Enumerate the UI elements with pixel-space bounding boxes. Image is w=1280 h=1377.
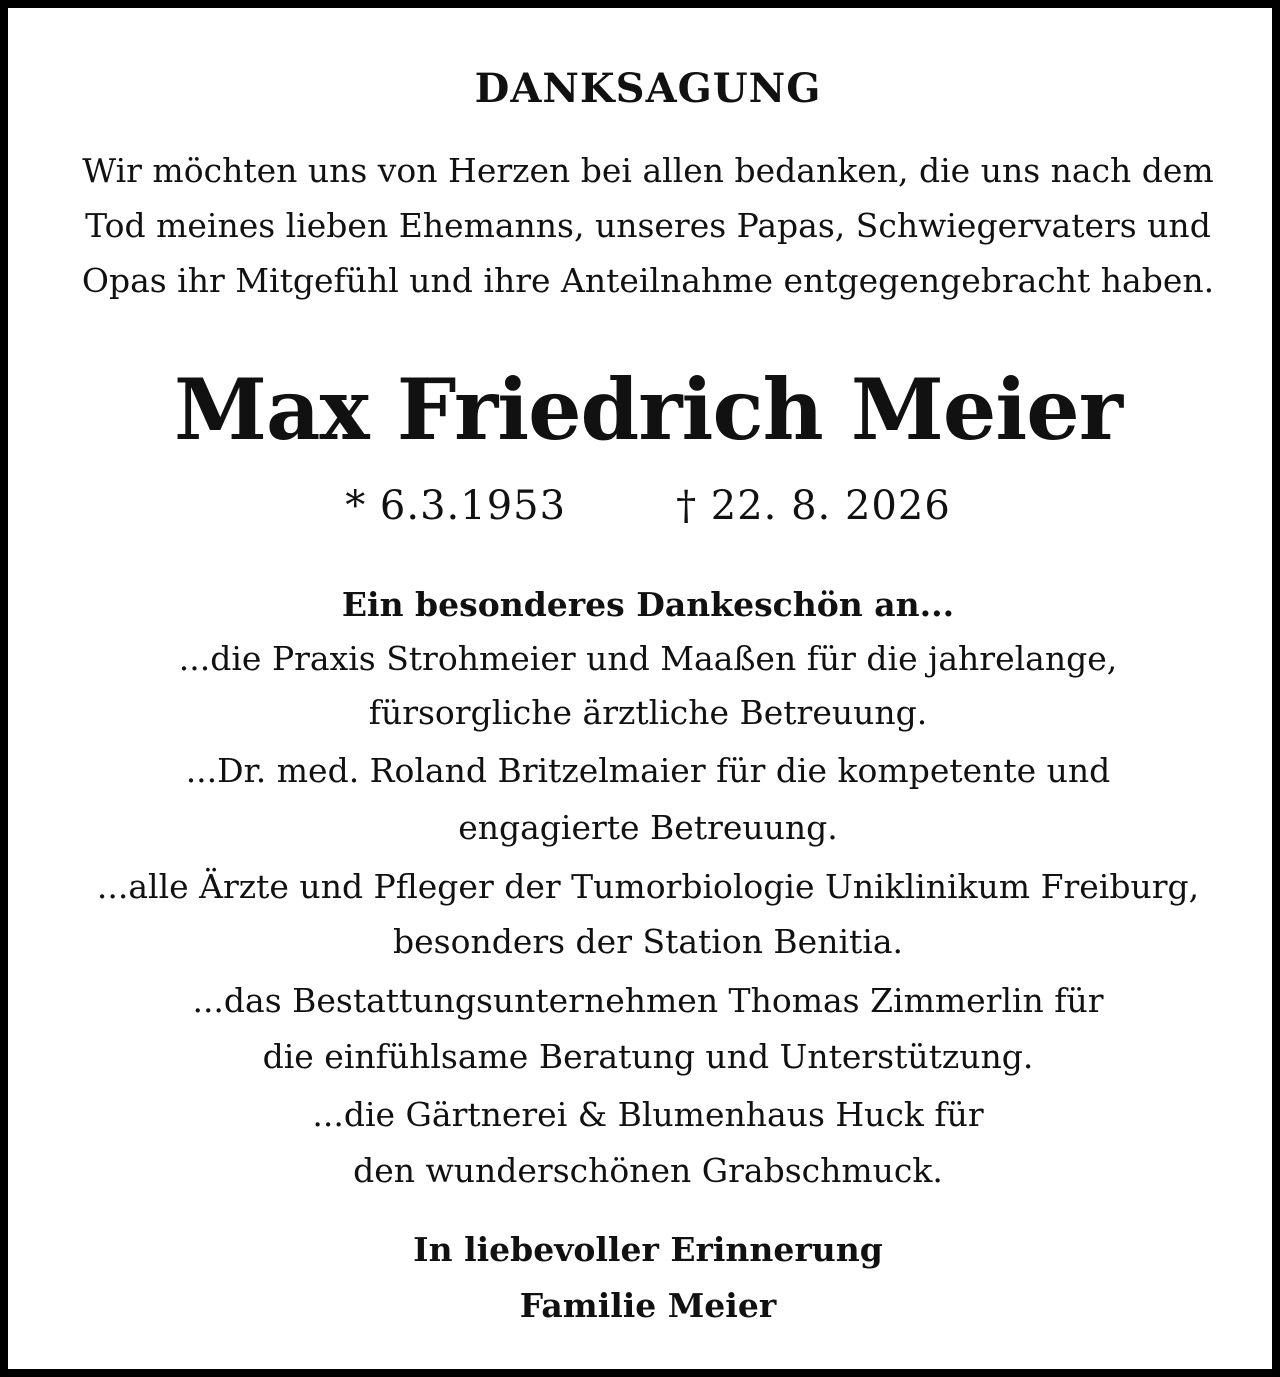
life-dates: [8, 483, 1280, 529]
family-signature: Familie Meier: [519, 1286, 777, 1325]
thanks-line: ...Dr. med. Roland Britzelmaier für die kompetente und: [185, 751, 1111, 790]
thanks-heading: Ein besonderes Dankeschön an...: [341, 585, 955, 624]
thanks-line: besonders der Station Benitia.: [392, 922, 904, 961]
death-date: † 22. 8. 2026: [676, 483, 951, 529]
thanks-line: ...die Praxis Strohmeier und Maaßen für die jahrelange,: [178, 639, 1118, 678]
intro-line: Tod meines lieben Ehemanns, unseres Papas, Schwiegervaters und: [85, 206, 1211, 245]
thanks-line: ...das Bestattungsunternehmen Thomas Zimmerlin für: [192, 981, 1104, 1020]
closing-line: In liebevoller Erinnerung: [413, 1230, 883, 1269]
thanks-line: den wunderschönen Grabschmuck.: [353, 1151, 943, 1190]
intro-line: Opas ihr Mitgefühl und ihre Anteilnahme entgegengebracht haben.: [81, 261, 1215, 300]
thanks-line: ...alle Ärzte und Pfleger der Tumorbiologie Uniklinikum Freiburg,: [96, 867, 1200, 906]
thanks-line: engagierte Betreuung.: [458, 808, 838, 847]
thanks-line: fürsorgliche ärztliche Betreuung.: [368, 693, 928, 732]
notice-heading: DANKSAGUNG: [474, 65, 822, 112]
thanks-line: die einfühlsame Beratung und Unterstützung.: [262, 1037, 1034, 1076]
birth-date: * 6.3.1953: [345, 483, 567, 529]
intro-line: Wir möchten uns von Herzen bei allen bedanken, die uns nach dem: [82, 151, 1214, 190]
thanks-line: ...die Gärtnerei & Blumenhaus Huck für: [312, 1095, 984, 1134]
deceased-name: Max Friedrich Meier: [174, 360, 1122, 459]
